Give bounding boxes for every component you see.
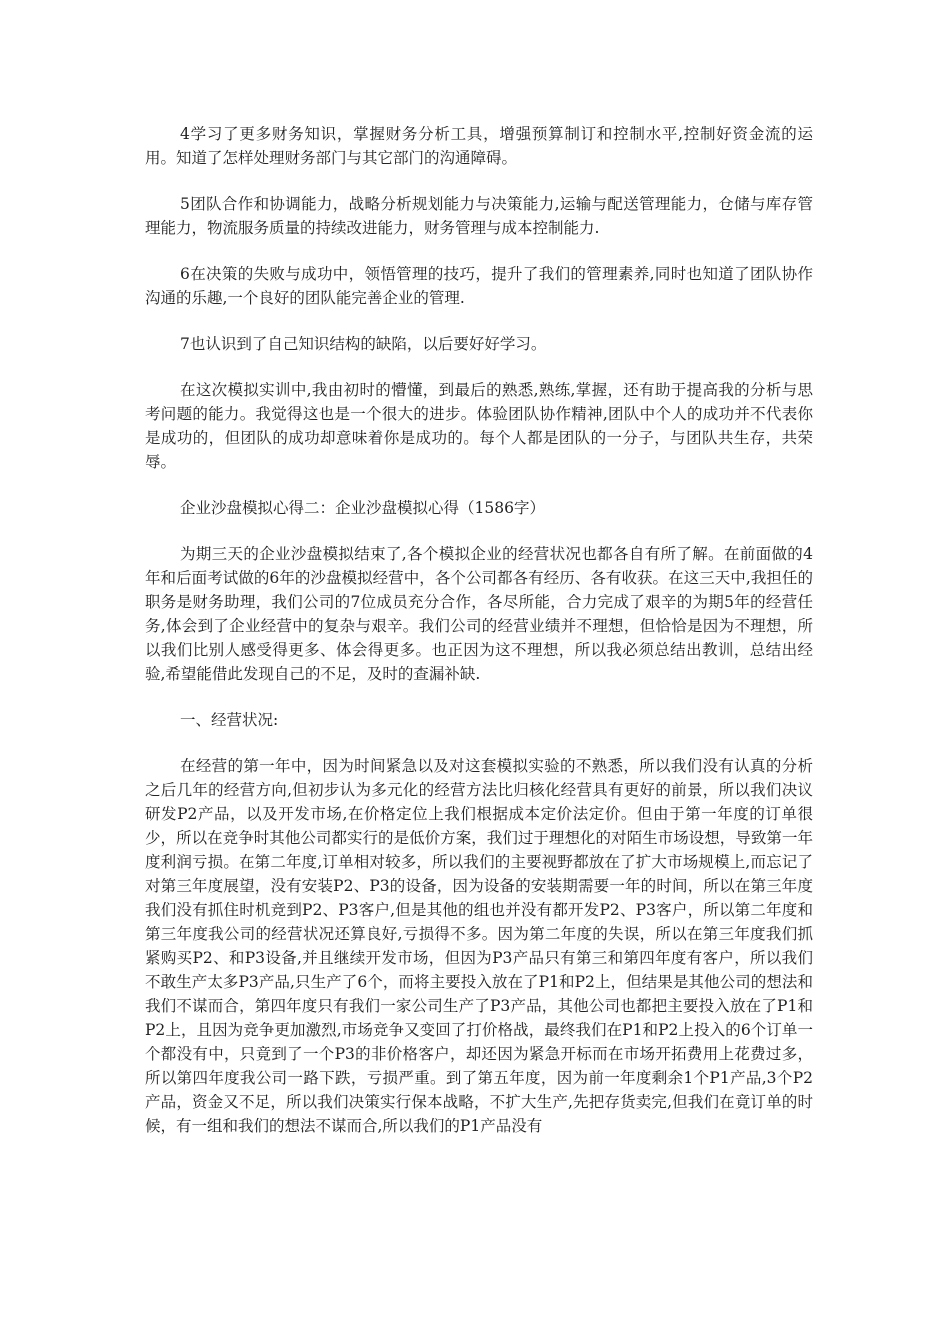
section-heading-operations: 一、经营状况: [180,711,279,729]
paragraph-intro: 为期三天的企业沙盘模拟结束了,各个模拟企业的经营状况也都各自有所了解。在前面做的4年和后面考试做的6年的沙盘模拟经营中，各个公司都各有经历、各有收获。在这三天中,我担任的职务是财务助理，我们公司的7位成员充分合作，各尽所能，合力完成了艰辛的为期5年的经营任务,体会到了企业经营中的复杂与艰辛。我们公司的经营业绩并不理想，但恰恰是因为不理想，所以我们比别人感受得更多、体会得更多。也正因为这不理想，所以我必须总结出教训，总结出经验,希望能借此发现自己的不足，及时的查漏补缺. [145,545,813,683]
paragraph-5: 5团队合作和协调能力，战略分析规划能力与决策能力,运输与配送管理能力，仓储与库存管理能力，物流服务质量的持续改进能力，财务管理与成本控制能力. [145,195,813,237]
section-heading-second-reflection: 企业沙盘模拟心得二：企业沙盘模拟心得（1586字） [180,499,545,517]
paragraph-operations-detail: 在经营的第一年中，因为时间紧急以及对这套模拟实验的不熟悉，所以我们没有认真的分析之后几年的经营方向,但初步认为多元化的经营方法比归核化经营具有更好的前景，所以我们决议研发P2产品，以及开发市场,在价格定位上我们根据成本定价法定价。但由于第一年度的订单很少，所以在竞争时其他公司都实行的是低价方案，我们过于理想化的对陌生市场设想，导致第一年度利润亏损。在第二年度,订单相对较多，所以我们的主要视野都放在了扩大市场规模上,而忘记了对第三年度展望，没有安装P2、P3的设备，因为设备的安装期需要一年的时间，所以在第三年度我们没有抓住时机竞到P2、P3客户,但是其他的组也并没有都开发P2、P3客户，所以第二年度和第三年度我公司的经营状况还算良好,亏损得不多。因为第二年度的失误，所以在第三年度我们抓紧购买P2、和P3设备,并且继续开发市场，但因为P3产品只有第三和第四年度有客户，所以我们不敢生产太多P3产品,只生产了6个，而将主要投入放在了P1和P2上，但结果是其他公司的想法和我们不谋而合，第四年度只有我们一家公司生产了P3产品，其他公司也都把主要投入放在了P1和P2上，且因为竞争更加激烈,市场竞争又变回了打价格战，最终我们在P1和P2上投入的6个订单一个都没有中，只竟到了一个P3的非价格客户，却还因为紧急开标而在市场开拓费用上花费过多，所以第四年度我公司一路下跌，亏损严重。到了第五年度，因为前一年度剩余1个P1产品,3个P2产品，资金又不足，所以我们决策实行保本战略，不扩大生产,先把存货卖完,但我们在竟订单的时候，有一组和我们的想法不谋而合,所以我们的P1产品没有 [145,757,813,1135]
paragraph-7: 7也认识到了自己知识结构的缺陷，以后要好好学习。 [180,335,547,353]
document-body [145,122,813,1160]
paragraph-summary: 在这次模拟实训中,我由初时的懵懂，到最后的熟悉,熟练,掌握，还有助于提高我的分析与思考问题的能力。我觉得这也是一个很大的进步。体验团队协作精神,团队中个人的成功并不代表你是成功的，但团队的成功却意味着你是成功的。每个人都是团队的一分子，与团队共生存，共荣辱。 [145,381,813,471]
paragraph-4: 4学习了更多财务知识，掌握财务分析工具，增强预算制订和控制水平,控制好资金流的运用。知道了怎样处理财务部门与其它部门的沟通障碍。 [145,125,813,167]
paragraph-6: 6在决策的失败与成功中，领悟管理的技巧，提升了我们的管理素养,同时也知道了团队协作沟通的乐趣,一个良好的团队能完善企业的管理. [145,265,813,307]
